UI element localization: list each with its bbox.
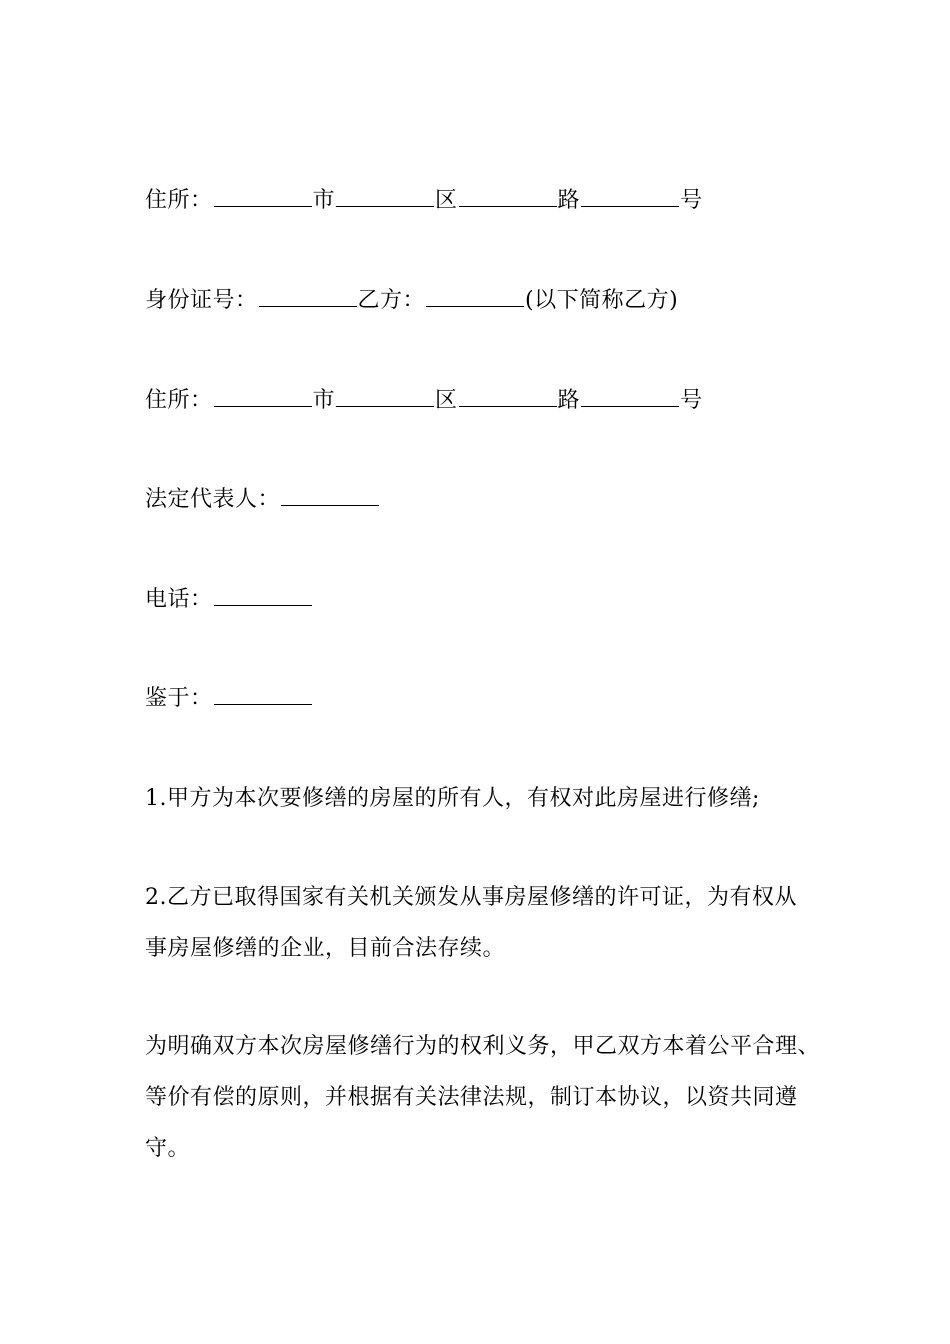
phone-label: 电话： [145,587,213,612]
district-blank[interactable] [336,386,434,407]
address-b-label: 住所： [145,388,213,413]
number-blank[interactable] [581,386,679,407]
road-blank[interactable] [459,186,557,207]
district-unit: 区 [435,188,458,213]
id-blank[interactable] [259,286,357,307]
party-b-note: (以下简称乙方) [525,288,679,313]
preamble: 为明确双方本次房屋修缮行为的权利义务，甲乙双方本着公平合理、等价有偿的原则，并根据有关法律法规，制订本协议，以资共同遵守。 [145,1034,821,1161]
district-unit: 区 [435,388,458,413]
whereas-blank[interactable] [214,684,312,705]
address-a-line [145,186,703,216]
city-unit: 市 [312,388,336,413]
clause-2: 2.乙方已取得国家有关机关颁发从事房屋修缮的许可证，为有权从事房屋修缮的企业，目前合法存续。 [145,885,797,961]
number-unit: 号 [680,188,703,213]
address-a-label: 住所： [145,188,213,213]
legal-rep-blank[interactable] [281,485,379,506]
city-blank[interactable] [214,186,312,207]
id-line [145,286,678,316]
number-unit: 号 [680,388,703,413]
road-unit: 路 [557,188,581,213]
phone-blank[interactable] [214,585,312,606]
legal-rep-label: 法定代表人： [145,487,281,512]
city-blank[interactable] [214,386,312,407]
whereas-label: 鉴于： [145,686,213,711]
party-b-blank[interactable] [426,286,524,307]
road-unit: 路 [557,388,581,413]
phone-line [145,585,313,615]
id-label: 身份证号： [145,288,258,313]
clause-1: 1.甲方为本次要修缮的房屋的所有人，有权对此房屋进行修缮; [145,786,760,811]
address-b-line [145,386,703,416]
road-blank[interactable] [459,386,557,407]
number-blank[interactable] [581,186,679,207]
city-unit: 市 [312,188,336,213]
legal-rep-line [145,485,380,515]
whereas-line [145,684,313,714]
party-b-label: 乙方： [357,288,426,313]
district-blank[interactable] [336,186,434,207]
